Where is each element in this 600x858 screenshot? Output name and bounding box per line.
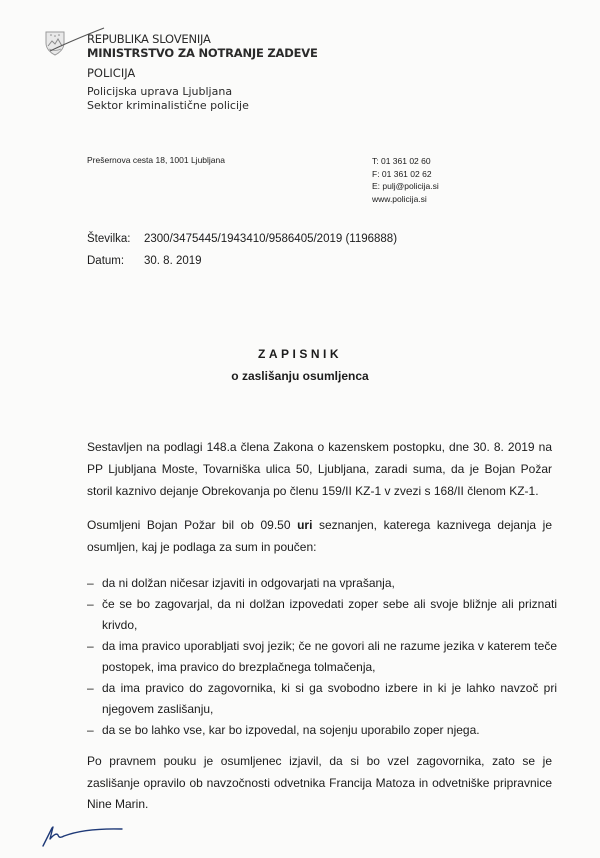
rights-item-text: da se bo lahko vse, kar bo izpovedal, na sojenju uporabilo zoper njega.	[102, 723, 480, 737]
header-police: POLICIJA	[87, 66, 136, 80]
paragraph-notice-bold: uri	[297, 518, 313, 532]
date-value: 30. 8. 2019	[144, 255, 202, 267]
paragraph-notice	[87, 514, 552, 558]
date-label: Datum:	[87, 255, 125, 267]
bullet-dash: –	[87, 597, 94, 611]
rights-item-text: da ima pravico uporabljati svoj jezik; če ne govori ali ne razume jezika v katerem teče postopek, ima pravico do brezplačnega tolmačenja,	[102, 639, 557, 674]
bullet-dash: –	[87, 576, 94, 590]
paragraph-notice-part2: seznanjen, katerega kaznivega dejanja je osumljen, kaj je podlaga za sum in poučen:	[87, 518, 552, 554]
document-subtitle: o zaslišanju osumljenca	[231, 369, 369, 383]
contact-block	[372, 155, 439, 205]
document-title: ZAPISNIK	[257, 347, 342, 361]
paragraph-counsel: Po pravnem pouku je osumljenec izjavil, da si bo vzel zagovornika, zato se je zaslišanje opravilo ob navzočnosti odvetnika Francija Matoza in odvetniške pripravnice Nine Marin.	[87, 754, 552, 811]
header-sector: Sektor kriminalistične policije	[87, 99, 249, 112]
sender-address: Prešernova cesta 18, 1001 Ljubljana	[87, 155, 225, 165]
rights-item-text: da ni dolžan ničesar izjaviti in odgovarjati na vprašanja,	[102, 576, 395, 590]
signature-initial	[40, 822, 125, 848]
contact-phone: T: 01 361 02 60	[372, 156, 431, 166]
contact-web: www.policija.si	[372, 193, 427, 204]
contact-email: E: pulj@policija.si	[372, 181, 439, 191]
rights-list-item	[87, 636, 557, 678]
rights-list-item	[87, 678, 557, 720]
paragraph-intro: Sestavljen na podlagi 148.a člena Zakona o kazenskem postopku, dne 30. 8. 2019 na PP Ljubljana Moste, Tovarniška ulica 50, Ljubljana, zaradi suma, da je Bojan Požar storil kaznivo dejanje Obrekovanja po členu 159/II KZ-1 v zvezi s 168/II členom KZ-1.	[87, 440, 552, 498]
document-date	[87, 255, 202, 267]
reference-number	[87, 233, 397, 245]
bullet-dash: –	[87, 681, 94, 695]
header-country: REPUBLIKA SLOVENIJA	[87, 32, 211, 46]
rights-list-item	[87, 573, 557, 594]
paragraph-notice-part1: Osumljeni Bojan Požar bil ob 09.50	[87, 518, 298, 532]
bullet-dash: –	[87, 639, 94, 653]
bullet-dash: –	[87, 723, 94, 737]
rights-list-item	[87, 594, 557, 636]
header-unit: Policijska uprava Ljubljana	[87, 85, 233, 98]
rights-item-text: če se bo zagovarjal, da ni dolžan izpovedati zoper sebe ali svoje bližnje ali priznati krivdo,	[102, 597, 557, 632]
header-ministry: MINISTRSTVO ZA NOTRANJE ZADEVE	[87, 46, 318, 60]
reference-number-label: Številka:	[87, 233, 131, 245]
reference-number-value: 2300/3475445/1943410/9586405/2019 (1196888)	[144, 233, 398, 245]
rights-item-text: da ima pravico do zagovornika, ki si ga svobodno izbere in ki je lahko navzoč pri njegovem zaslišanju,	[102, 681, 557, 716]
rights-list-item	[87, 720, 557, 741]
contact-fax: F: 01 361 02 62	[372, 168, 432, 179]
rights-list	[87, 573, 557, 741]
